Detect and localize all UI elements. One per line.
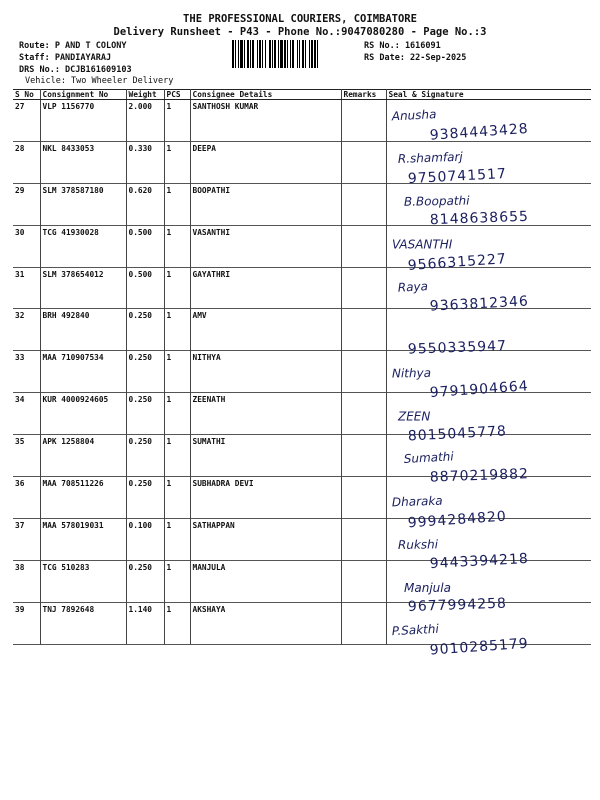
- runsheet-table: [13, 89, 591, 645]
- row-sno: 27: [13, 100, 40, 142]
- signature-phone: 8015045778: [407, 423, 508, 445]
- signature-phone: 9994284820: [407, 508, 508, 532]
- col-header-weight: Weight: [126, 90, 164, 100]
- row-consignment: MAA 708511226: [40, 477, 126, 519]
- row-consignment: KUR 4000924605: [40, 393, 126, 435]
- row-consignee: ZEENATH: [190, 393, 341, 435]
- table-row: [13, 225, 591, 267]
- signature-name: Anusha: [391, 107, 437, 124]
- row-pcs: 1: [164, 560, 190, 602]
- signature-phone: 9791904664: [429, 378, 530, 402]
- row-pcs: 1: [164, 100, 190, 142]
- row-consignment: SLM 378587180: [40, 183, 126, 225]
- barcode-bar: [299, 40, 300, 68]
- row-weight: 0.250: [126, 351, 164, 393]
- row-weight: 0.100: [126, 518, 164, 560]
- barcode-bar: [238, 40, 239, 68]
- signature-name: P.Sakthi: [391, 621, 440, 639]
- row-signature-cell: [386, 141, 591, 183]
- barcode-bar: [297, 40, 298, 68]
- row-signature-cell: [386, 225, 591, 267]
- signature-phone: 9677994258: [407, 595, 508, 616]
- row-weight: 0.330: [126, 141, 164, 183]
- barcode-bar: [305, 40, 306, 68]
- signature-name: VASANTHI: [392, 237, 453, 252]
- table-row: [13, 183, 591, 225]
- row-signature-cell: [386, 309, 591, 351]
- row-remarks: [341, 393, 386, 435]
- barcode-bar: [309, 40, 310, 68]
- row-weight: 0.250: [126, 309, 164, 351]
- rs-no-label: RS No.: 1616091: [364, 41, 441, 51]
- row-consignee: AMV: [190, 309, 341, 351]
- row-remarks: [341, 477, 386, 519]
- barcode-bar: [314, 40, 316, 68]
- table-row: [13, 518, 591, 560]
- signature-phone: 9010285179: [429, 635, 530, 659]
- row-consignment: MAA 578019031: [40, 518, 126, 560]
- signature-name: Manjula: [404, 580, 451, 595]
- row-pcs: 1: [164, 602, 190, 644]
- row-signature-cell: [386, 267, 591, 309]
- signature-name: Sumathi: [403, 449, 455, 466]
- row-signature-cell: [386, 435, 591, 477]
- signature-phone: 8148638655: [429, 208, 530, 229]
- row-weight: 2.000: [126, 100, 164, 142]
- barcode-bar: [284, 40, 286, 68]
- row-sno: 29: [13, 183, 40, 225]
- row-consignee: MANJULA: [190, 560, 341, 602]
- row-pcs: 1: [164, 267, 190, 309]
- signature-phone: 9384443428: [429, 120, 530, 144]
- runsheet-subtitle: Delivery Runsheet - P43 - Phone No.:9047080280 - Page No.:3: [113, 26, 487, 38]
- signature-phone: 9363812346: [429, 293, 530, 315]
- barcode-bar: [272, 40, 273, 68]
- row-sno: 34: [13, 393, 40, 435]
- barcode-bar: [262, 40, 263, 68]
- barcode-bar: [257, 40, 258, 68]
- signature-name: Nithya: [391, 365, 432, 381]
- table-row: [13, 602, 591, 644]
- table-header-row: [13, 90, 591, 100]
- barcode-bar: [232, 40, 234, 68]
- drs-label: DRS No.: DCJB161609103: [19, 65, 132, 75]
- row-consignment: APK 1258804: [40, 435, 126, 477]
- row-pcs: 1: [164, 351, 190, 393]
- col-header-sno: S No: [13, 90, 40, 100]
- table-row: [13, 309, 591, 351]
- row-consignment: TNJ 7892648: [40, 602, 126, 644]
- col-header-consignee: Consignee Details: [190, 90, 341, 100]
- row-consignee: NITHYA: [190, 351, 341, 393]
- barcode-bar: [302, 40, 304, 68]
- signature-name: Rukshi: [397, 537, 439, 553]
- table-row: [13, 141, 591, 183]
- row-remarks: [341, 602, 386, 644]
- barcode-bar: [252, 40, 254, 68]
- row-sno: 30: [13, 225, 40, 267]
- barcode-bar: [250, 40, 251, 68]
- barcode-bar: [259, 40, 261, 68]
- row-weight: 0.250: [126, 393, 164, 435]
- row-consignment: NKL 8433053: [40, 141, 126, 183]
- col-header-pcs: PCS: [164, 90, 190, 100]
- col-header-signature: Seal & Signature: [386, 90, 591, 100]
- row-pcs: 1: [164, 309, 190, 351]
- barcode-bar: [278, 40, 279, 68]
- row-remarks: [341, 183, 386, 225]
- row-consignee: SATHAPPAN: [190, 518, 341, 560]
- row-remarks: [341, 435, 386, 477]
- row-weight: 1.140: [126, 602, 164, 644]
- barcode: [232, 40, 360, 68]
- row-signature-cell: [386, 602, 591, 644]
- barcode-bar: [235, 40, 236, 68]
- signature-name: Dharaka: [391, 493, 443, 510]
- row-consignment: VLP 1156770: [40, 100, 126, 142]
- row-sno: 31: [13, 267, 40, 309]
- row-consignee: DEEPA: [190, 141, 341, 183]
- row-consignee: BOOPATHI: [190, 183, 341, 225]
- row-consignee: SANTHOSH KUMAR: [190, 100, 341, 142]
- barcode-bar: [292, 40, 294, 68]
- row-consignee: VASANTHI: [190, 225, 341, 267]
- row-signature-cell: [386, 560, 591, 602]
- row-remarks: [341, 225, 386, 267]
- row-weight: 0.500: [126, 267, 164, 309]
- row-sno: 39: [13, 602, 40, 644]
- row-sno: 37: [13, 518, 40, 560]
- row-signature-cell: [386, 100, 591, 142]
- row-remarks: [341, 518, 386, 560]
- row-weight: 0.250: [126, 435, 164, 477]
- row-consignee: GAYATHRI: [190, 267, 341, 309]
- row-remarks: [341, 267, 386, 309]
- signature-phone: 9443394218: [429, 550, 530, 573]
- table-row: [13, 435, 591, 477]
- barcode-bar: [317, 40, 318, 68]
- table-row: [13, 351, 591, 393]
- row-consignment: TCG 510283: [40, 560, 126, 602]
- signature-phone: 9750741517: [407, 165, 508, 188]
- row-weight: 0.250: [126, 477, 164, 519]
- row-consignment: MAA 710907534: [40, 351, 126, 393]
- row-remarks: [341, 351, 386, 393]
- barcode-bar: [265, 40, 266, 68]
- barcode-bar: [274, 40, 276, 68]
- col-header-consignment: Consignment No: [40, 90, 126, 100]
- barcode-bar: [287, 40, 288, 68]
- row-sno: 38: [13, 560, 40, 602]
- row-remarks: [341, 309, 386, 351]
- row-consignment: BRH 492840: [40, 309, 126, 351]
- signature-phone: 9550335947: [407, 338, 508, 358]
- vehicle-label: Vehicle: Two Wheeler Delivery: [25, 76, 174, 86]
- row-remarks: [341, 141, 386, 183]
- row-pcs: 1: [164, 141, 190, 183]
- barcode-bar: [244, 40, 245, 68]
- signature-phone: 8870219882: [429, 466, 530, 486]
- barcode-bar: [290, 40, 291, 68]
- row-consignee: AKSHAYA: [190, 602, 341, 644]
- row-pcs: 1: [164, 518, 190, 560]
- row-sno: 33: [13, 351, 40, 393]
- route-label: Route: P AND T COLONY: [19, 41, 127, 51]
- row-pcs: 1: [164, 183, 190, 225]
- row-remarks: [341, 100, 386, 142]
- barcode-bar: [240, 40, 243, 68]
- row-pcs: 1: [164, 477, 190, 519]
- row-consignee: SUMATHI: [190, 435, 341, 477]
- table-row: [13, 477, 591, 519]
- barcode-bar: [269, 40, 271, 68]
- rs-date-label: RS Date: 22-Sep-2025: [364, 53, 467, 63]
- col-header-remarks: Remarks: [341, 90, 386, 100]
- row-pcs: 1: [164, 393, 190, 435]
- row-sno: 36: [13, 477, 40, 519]
- signature-name: Raya: [397, 279, 429, 295]
- row-remarks: [341, 560, 386, 602]
- row-weight: 0.250: [126, 560, 164, 602]
- row-weight: 0.620: [126, 183, 164, 225]
- row-pcs: 1: [164, 225, 190, 267]
- company-title: THE PROFESSIONAL COURIERS, COIMBATORE: [183, 13, 417, 25]
- row-sno: 35: [13, 435, 40, 477]
- row-pcs: 1: [164, 435, 190, 477]
- row-signature-cell: [386, 351, 591, 393]
- table-row: [13, 100, 591, 142]
- signature-name: R.shamfarj: [397, 149, 463, 166]
- row-sno: 32: [13, 309, 40, 351]
- signature-name: ZEEN: [398, 409, 431, 424]
- barcode-bar: [247, 40, 249, 68]
- row-signature-cell: [386, 477, 591, 519]
- row-signature-cell: [386, 393, 591, 435]
- barcode-bar: [280, 40, 283, 68]
- row-consignment: SLM 378654012: [40, 267, 126, 309]
- staff-label: Staff: PANDIAYARAJ: [19, 53, 112, 63]
- table-row: [13, 393, 591, 435]
- row-consignee: SUBHADRA DEVI: [190, 477, 341, 519]
- barcode-bar: [311, 40, 313, 68]
- row-sno: 28: [13, 141, 40, 183]
- row-consignment: TCG 41930028: [40, 225, 126, 267]
- row-signature-cell: [386, 518, 591, 560]
- table-row: [13, 560, 591, 602]
- row-weight: 0.500: [126, 225, 164, 267]
- signature-phone: 9566315227: [407, 251, 508, 275]
- signature-name: B.Boopathi: [403, 193, 470, 209]
- row-signature-cell: [386, 183, 591, 225]
- table-row: [13, 267, 591, 309]
